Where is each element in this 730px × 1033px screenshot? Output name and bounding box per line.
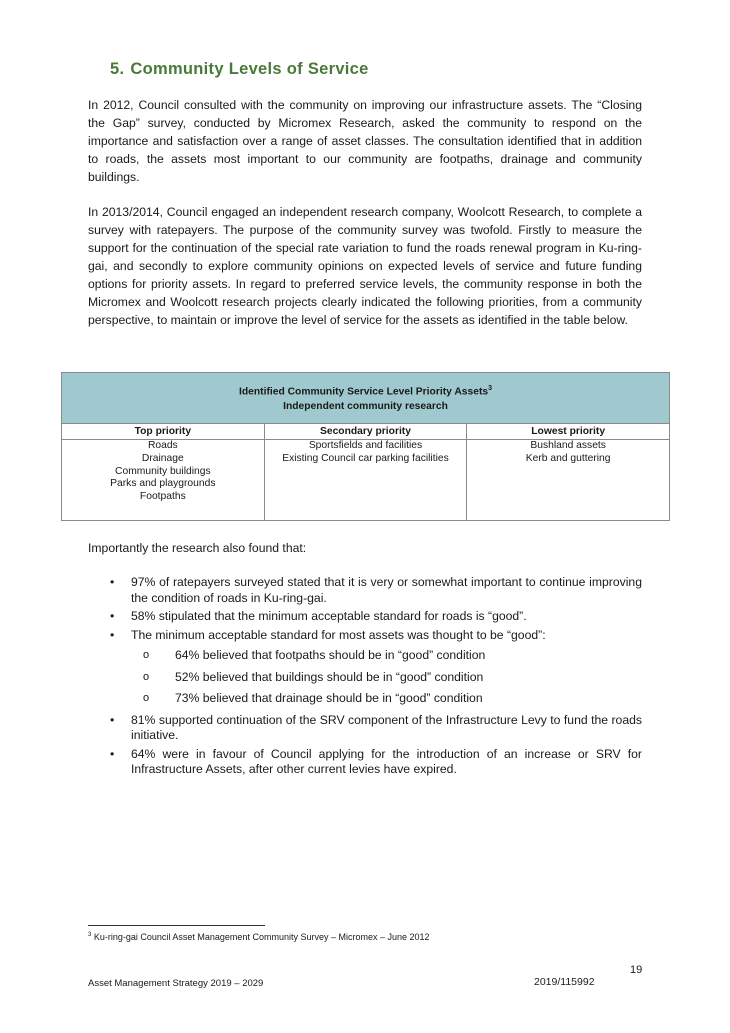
asset-item: Footpaths (139, 491, 186, 503)
asset-item: Kerb and guttering (525, 452, 611, 464)
footnote-number: 3 (88, 932, 92, 938)
asset-item: Bushland assets (530, 440, 606, 451)
asset-item: Sportsfields and facilities (308, 440, 423, 451)
finding-item (88, 628, 642, 707)
priority-assets-table (61, 372, 670, 521)
table-title-line (62, 382, 669, 399)
finding-text: 81% supported continuation of the SRV component of the Infrastructure Levy to fund the roads initiative. (131, 712, 642, 742)
asset-item: Parks and playgrounds (110, 478, 216, 490)
intro-paragraph: In 2012, Council consulted with the community on improving our infrastructure assets. The “Closing the Gap” survey, conducted by Micromex Research, asked the community to respond on the importance and satisfaction over a range of asset classes. The consultation identified that in addition to roads, the assets most important to our community are footpaths, drainage and community buildings. (88, 98, 642, 184)
secondary-priority-cell (264, 440, 467, 521)
sub-finding-item (131, 691, 642, 707)
findings-intro: Importantly the research also found that: (88, 541, 307, 555)
research-paragraph: In 2013/2014, Council engaged an independent research company, Woolcott Research, to complete a survey with ratepayers. The purpose of the community survey was twofold. Firstly to measure the support for the continuation of the special rate variation to fund the roads renewal program in Ku-ring-gai, and secondly to explore community opinions on expected levels of service and future funding options for priority assets. In regard to preferred service levels, the community response in both the Micromex and Woolcott research projects clearly indicated the following priorities, from a community perspective, to maintain or improve the level of service for the assets as identified in the table below. (88, 205, 642, 327)
bullet-icon: • (110, 575, 115, 589)
footnote (88, 932, 430, 942)
asset-item: Drainage (141, 452, 184, 464)
finding-text: The minimum acceptable standard for most assets was thought to be “good”: (131, 627, 546, 642)
finding-text: 64% were in favour of Council applying for the introduction of an increase or SRV for Infrastructure Assets, after other current levies have expired. (131, 746, 642, 776)
sub-finding-item (131, 648, 642, 664)
footer-doc-ref: 2019/115992 (534, 976, 595, 988)
table-header (62, 373, 670, 424)
bullet-icon: • (110, 746, 115, 761)
findings-list (88, 575, 642, 781)
sub-finding-item (131, 670, 642, 686)
asset-item: Existing Council car parking facilities (282, 452, 449, 464)
section-heading (110, 60, 369, 79)
finding-text: 58% stipulated that the minimum acceptable standard for roads is “good”. (131, 609, 527, 623)
circle-bullet-icon: o (143, 670, 150, 683)
circle-bullet-icon: o (143, 649, 150, 661)
asset-item: Community buildings (115, 465, 211, 477)
circle-bullet-icon: o (143, 692, 150, 704)
finding-item (88, 747, 642, 778)
table-title: Identified Community Service Level Priority Assets (238, 386, 489, 398)
bullet-icon: • (110, 609, 115, 623)
footnote-divider (88, 925, 265, 926)
page-number: 19 (630, 964, 643, 976)
sub-findings-list (131, 648, 642, 707)
finding-item (88, 609, 642, 625)
column-header-top: Top priority (62, 424, 265, 440)
table-subtitle: Independent community research (283, 400, 448, 412)
table-title-footnote-ref: 3 (488, 385, 493, 393)
column-header-secondary: Secondary priority (264, 424, 467, 440)
top-priority-cell (62, 440, 265, 521)
finding-text: 97% of ratepayers surveyed stated that it is very or somewhat important to continue improving the condition of roads in Ku-ring-gai. (131, 575, 642, 605)
section-title: Community Levels of Service (130, 60, 369, 78)
sub-finding-text: 64% believed that footpaths should be in “good” condition (175, 648, 486, 662)
bullet-icon: • (110, 712, 115, 727)
section-number: 5. (110, 60, 125, 78)
lowest-priority-cell (467, 440, 670, 521)
finding-item (88, 575, 642, 606)
sub-finding-text: 52% believed that buildings should be in “good” condition (175, 669, 484, 684)
finding-item (88, 713, 642, 744)
footnote-text: Ku-ring-gai Council Asset Management Community Survey – Micromex – June 2012 (93, 932, 430, 942)
sub-finding-text: 73% believed that drainage should be in “good” condition (175, 691, 483, 705)
asset-item: Roads (147, 440, 178, 451)
bullet-icon: • (110, 627, 115, 642)
footer-doc-title: Asset Management Strategy 2019 – 2029 (88, 978, 264, 989)
column-header-lowest: Lowest priority (467, 424, 670, 440)
